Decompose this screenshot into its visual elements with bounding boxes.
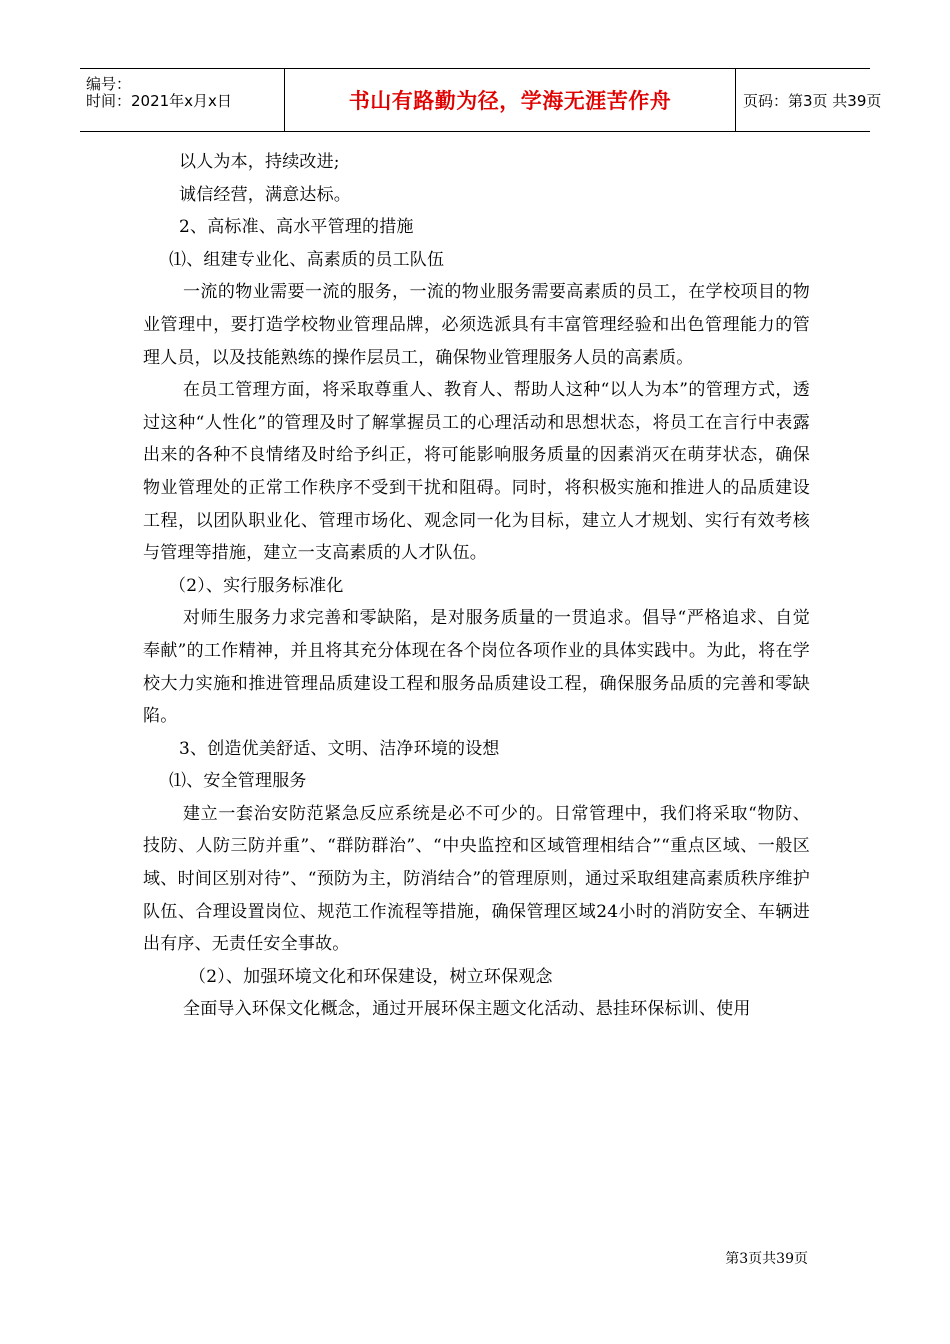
- paragraph: 以人为本，持续改进;: [179, 152, 340, 172]
- section-heading: 2、高标准、高水平管理的措施: [179, 217, 414, 238]
- paragraph: 建立一套治安防范紧急反应系统是必不可少的。日常管理中，我们将采取“物防、技防、人防三防并重”、“群防群治”、“中央监控和区域管理相结合”“重点区域、一般区域、时间区别对待”、“预防为主，防消结合”的管理原则，通过采取组建高素质秩序维护队伍、合理设置岗位、规范工作流程等措施，确保管理区域24小时的消防安全、车辆进出有序、无责任安全事故。: [143, 803, 811, 955]
- paragraph: 对师生服务力求完善和零缺陷，是对服务质量的一贯追求。倡导“严格追求、自觉奉献”的工作精神，并且将其充分体现在各个岗位各项作业的具体实践中。为此，将在学校大力实施和推进管理品质建设工程和服务品质建设工程，确保服务品质的完善和零缺陷。: [143, 608, 810, 727]
- document-body: [143, 146, 810, 1026]
- document-date-label: 时间：2021年x月x日: [86, 92, 232, 110]
- header-page-cell: [735, 69, 882, 131]
- subsection-heading: ⑴、安全管理服务: [169, 771, 307, 792]
- subsection-heading: （2）、加强环境文化和环保建设，树立环保观念: [189, 966, 553, 987]
- page-footer-number: 第3页共39页: [725, 1251, 808, 1267]
- subsection-heading: （2）、实行服务标准化: [169, 575, 344, 596]
- header-motto: 书山有路勤为径，学海无涯苦作舟: [348, 89, 672, 113]
- header-page-number: 页码：第3页 共39页: [743, 91, 882, 110]
- document-number-label: 编号：: [86, 75, 132, 93]
- paragraph: 全面导入环保文化概念，通过开展环保主题文化活动、悬挂环保标训、使用: [183, 999, 751, 1020]
- paragraph: 在员工管理方面，将采取尊重人、教育人、帮助人这种“以人为本”的管理方式，透过这种“人性化”的管理及时了解掌握员工的心理活动和思想状态，将员工在言行中表露出来的各种不良情绪及时给予纠正，将可能影响服务质量的因素消灭在萌芽状态，确保物业管理处的正常工作秩序不受到干扰和阻碍。同时，将积极实施和推进人的品质建设工程，以团队职业化、管理市场化、观念同一化为目标，建立人才规划、实行有效考核与管理等措施，建立一支高素质的人才队伍。: [143, 380, 810, 564]
- paragraph: 诚信经营，满意达标。: [179, 184, 351, 205]
- header-meta-cell: [80, 69, 284, 131]
- paragraph: 一流的物业需要一流的服务，一流的物业服务需要高素质的员工，在学校项目的物业管理中，要打造学校物业管理品牌，必须选派具有丰富管理经验和出色管理能力的管理人员，以及技能熟练的操作层员工，确保物业管理服务人员的高素质。: [143, 282, 810, 368]
- header-motto-cell: [284, 69, 736, 131]
- section-heading: 3、创造优美舒适、文明、洁净环境的设想: [179, 738, 500, 759]
- document-header: [80, 68, 882, 132]
- subsection-heading: ⑴、组建专业化、高素质的员工队伍: [169, 249, 445, 270]
